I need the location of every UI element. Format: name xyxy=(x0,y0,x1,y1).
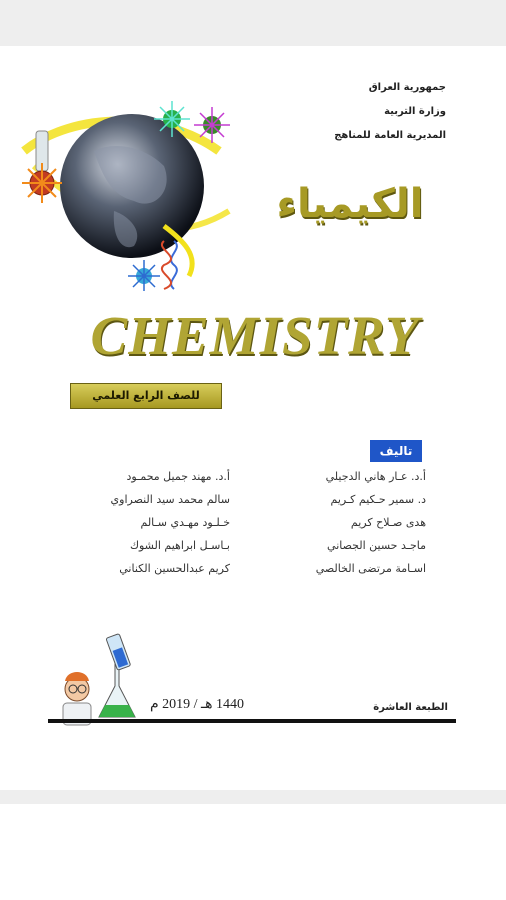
grade-label: للصف الرابع العلمي xyxy=(70,383,222,409)
dna-icon xyxy=(162,241,177,289)
english-title: CHEMISTRY xyxy=(90,305,420,366)
bottom-bar xyxy=(0,790,506,804)
globe-illustration xyxy=(14,91,244,291)
arabic-title: الكيمياء xyxy=(276,181,424,227)
flask-icon xyxy=(22,131,62,203)
author-row xyxy=(58,466,426,489)
edition-label: الطبعة العاشرة xyxy=(373,702,448,713)
author-name: سالم محمد سيد النصراوي xyxy=(110,493,230,506)
ministry-header xyxy=(286,76,446,148)
author-name: د. سمير حـكيم كـريم xyxy=(330,493,426,506)
author-name: أ.د. مهند جميل محمـود xyxy=(126,470,230,483)
molecule-icon-blue xyxy=(128,260,160,291)
author-name: ماجـد حسين الجصاني xyxy=(327,539,426,552)
author-name: هدى صـلاح كريم xyxy=(350,516,426,529)
year-label: 1440 هـ / 2019 م xyxy=(150,697,245,712)
scientist-icon xyxy=(63,672,91,725)
footer-rule xyxy=(48,719,456,723)
flask-icon xyxy=(99,634,135,717)
author-name: بـاسـل ابراهيم الشوك xyxy=(129,539,230,552)
author-row xyxy=(58,489,426,512)
authors-label: تاليف xyxy=(370,440,422,462)
author-row xyxy=(58,512,426,535)
author-row xyxy=(58,535,426,558)
header-line-directorate: المديرية العامة للمناهج xyxy=(334,130,446,141)
author-row xyxy=(58,558,426,581)
author-name: خـلـود مهـدي سـالم xyxy=(140,516,230,529)
author-name: كريم عبدالحسين الكناني xyxy=(119,562,230,575)
author-name: اسـامة مرتضى الخالصي xyxy=(315,562,426,575)
scientist-illustration xyxy=(55,631,165,726)
book-cover xyxy=(0,46,506,790)
top-bar xyxy=(0,0,506,46)
header-line-country: جمهورية العراق xyxy=(368,82,446,93)
authors-list xyxy=(58,466,426,594)
author-name: أ.د. عـار هاني الدجيلي xyxy=(325,470,426,483)
header-line-ministry: وزارة التربية xyxy=(384,106,446,117)
